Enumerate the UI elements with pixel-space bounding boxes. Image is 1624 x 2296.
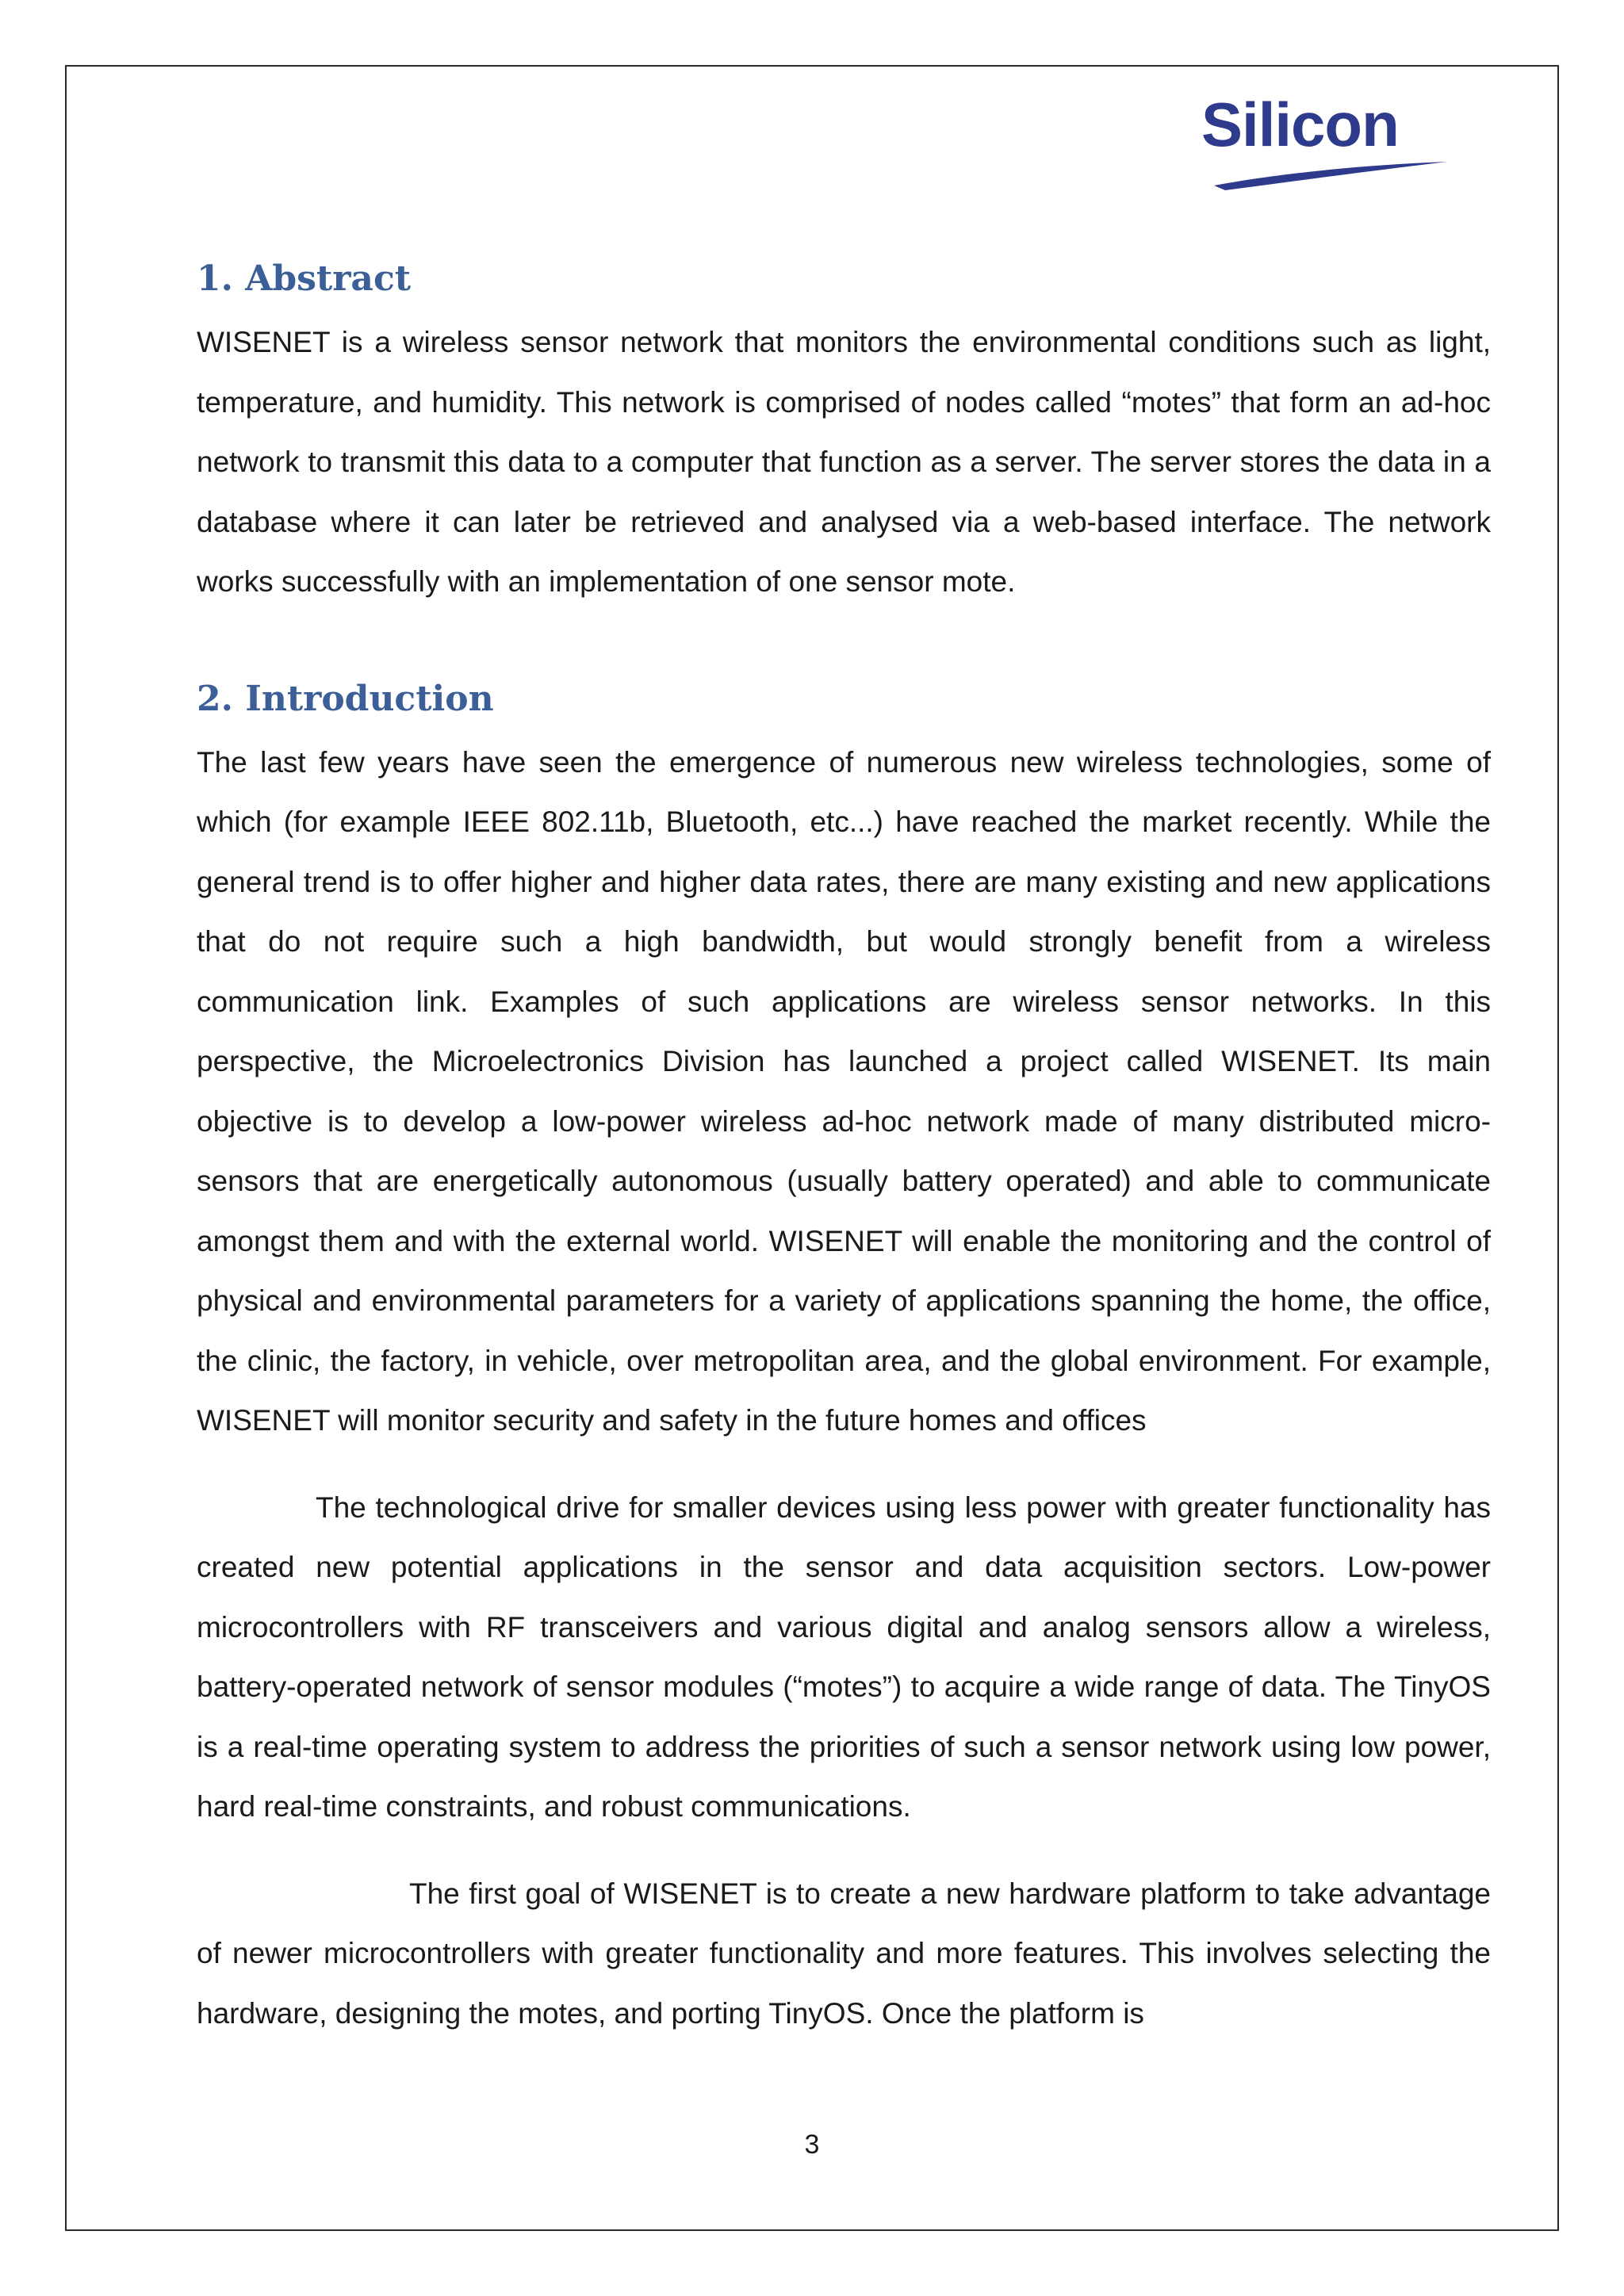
- abstract-paragraph: WISENET is a wireless sensor network that monitors the environmental conditions such as light, temperature, and humidity. This network is comprised of nodes called “motes” that form an ad-hoc network to transmit this data to a computer that function as a server. The server stores the data in a database where it can later be retrieved and analysed via a web-based interface. The network works successfully with an implementation of one sensor mote.: [197, 326, 1491, 598]
- heading-introduction: 2. Introduction: [197, 678, 494, 719]
- page-number: 3: [804, 2130, 820, 2160]
- logo-text: Silicon: [1201, 90, 1399, 159]
- section-gap: [197, 612, 1491, 666]
- heading-abstract: 1. Abstract: [197, 258, 412, 299]
- document-body: [197, 246, 1491, 2043]
- intro-paragraph-1: The last few years have seen the emergence of numerous new wireless technologies, some of which (for example IEEE 802.11b, Bluetooth, etc...) have reached the market recently. While the general trend is to offer higher and higher data rates, there are many existing and new applications that do not require such a high bandwidth, but would strongly benefit from a wireless communication link. Examples of such applications are wireless sensor networks. In this perspective, the Microelectronics Division has launched a project called WISENET. Its main objective is to develop a low-power wireless ad-hoc network made of many distributed micro-sensors that are energetically autonomous (usually battery operated) and able to communicate amongst them and with the external world. WISENET will enable the monitoring and the control of physical and environmental parameters for a variety of applications spanning the home, the office, the clinic, the factory, in vehicle, over metropolitan area, and the global environment. For example, WISENET will monitor security and safety in the future homes and offices: [197, 745, 1491, 1437]
- logo-swoosh-icon: [1209, 151, 1455, 192]
- intro-paragraph-2: The technological drive for smaller devices using less power with greater functionality has created new potential applications in the sensor and data acquisition sectors. Low-power microcontrollers with RF transceivers and various digital and analog sensors allow a wireless, battery-operated network of sensor modules (“motes”) to acquire a wide range of data. The TinyOS is a real-time operating system to address the priorities of such a sensor network using low power, hard real-time constraints, and robust communications.: [197, 1490, 1491, 1823]
- silicon-logo: [1201, 89, 1455, 192]
- intro-paragraph-3: The first goal of WISENET is to create a new hardware platform to take advantage of newer microcontrollers with greater functionality and more features. This involves selecting the hardware, designing the motes, and porting TinyOS. Once the platform is: [197, 1877, 1491, 2030]
